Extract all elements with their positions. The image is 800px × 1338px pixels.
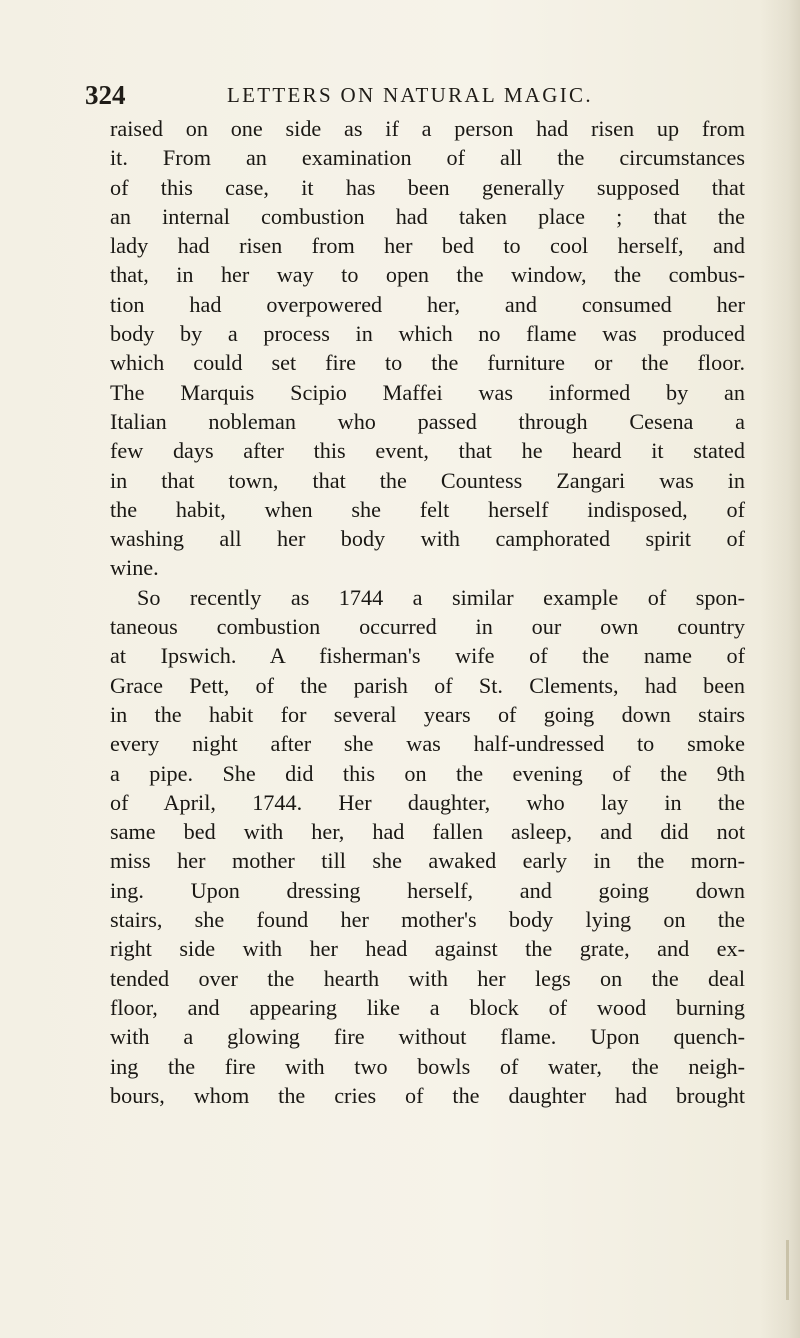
- text-line: Grace Pett, of the parish of St. Clements, had been: [110, 672, 745, 698]
- page-edge-mark: [786, 1240, 789, 1300]
- text-line: of April, 1744. Her daughter, who lay in the: [110, 789, 745, 815]
- text-line: same bed with her, had fallen asleep, and did not: [110, 819, 745, 845]
- text-line: miss her mother till she awaked early in the morn-: [110, 848, 745, 874]
- text-line: that, in her way to open the window, the combus-: [110, 262, 745, 288]
- page-gutter-shadow: [760, 0, 800, 1338]
- text-line: lady had risen from her bed to cool herself, and: [110, 233, 745, 259]
- text-line: wine.: [110, 555, 159, 581]
- text-line: in the habit for several years of going down stairs: [110, 701, 745, 727]
- text-line: in that town, that the Countess Zangari was in: [110, 467, 745, 493]
- text-line: ing the fire with two bowls of water, the neigh-: [110, 1053, 745, 1079]
- text-line: body by a process in which no flame was produced: [110, 321, 745, 347]
- text-line: So recently as 1744 a similar example of spon-: [137, 584, 745, 610]
- paragraph-2: [110, 583, 745, 1110]
- text-line: tion had overpowered her, and consumed her: [110, 291, 745, 317]
- text-line: which could set fire to the furniture or the floor.: [110, 350, 745, 376]
- paragraph-1: [110, 114, 745, 583]
- text-line: a pipe. She did this on the evening of the 9th: [110, 760, 745, 786]
- text-line: The Marquis Scipio Maffei was informed by an: [110, 379, 745, 405]
- text-line: an internal combustion had taken place ; that the: [110, 203, 745, 229]
- text-line: raised on one side as if a person had risen up from: [110, 116, 745, 141]
- text-line: Italian nobleman who passed through Cesena a: [110, 408, 745, 434]
- text-line: it. From an examination of all the circumstances: [110, 145, 745, 171]
- text-line: right side with her head against the grate, and ex-: [110, 936, 745, 962]
- text-line: ing. Upon dressing herself, and going down: [110, 877, 745, 903]
- text-line: tended over the hearth with her legs on the deal: [110, 965, 745, 991]
- running-head: [85, 80, 705, 112]
- body-text: [110, 114, 745, 1110]
- text-line: stairs, she found her mother's body lying on the: [110, 907, 745, 933]
- text-line: the habit, when she felt herself indisposed, of: [110, 496, 745, 522]
- text-line: at Ipswich. A fisherman's wife of the name of: [110, 643, 745, 669]
- text-line: few days after this event, that he heard it stated: [110, 438, 745, 464]
- text-line: with a glowing fire without flame. Upon quench-: [110, 1024, 745, 1050]
- text-line: floor, and appearing like a block of wood burning: [110, 994, 745, 1020]
- page-number: 324: [85, 80, 126, 110]
- text-line: washing all her body with camphorated spirit of: [110, 526, 745, 552]
- running-title: LETTERS ON NATURAL MAGIC.: [227, 83, 593, 107]
- text-line: of this case, it has been generally supposed that: [110, 174, 745, 200]
- text-line: bours, whom the cries of the daughter had brought: [110, 1082, 745, 1108]
- text-line: taneous combustion occurred in our own country: [110, 614, 745, 640]
- text-line: every night after she was half-undressed to smoke: [110, 731, 745, 757]
